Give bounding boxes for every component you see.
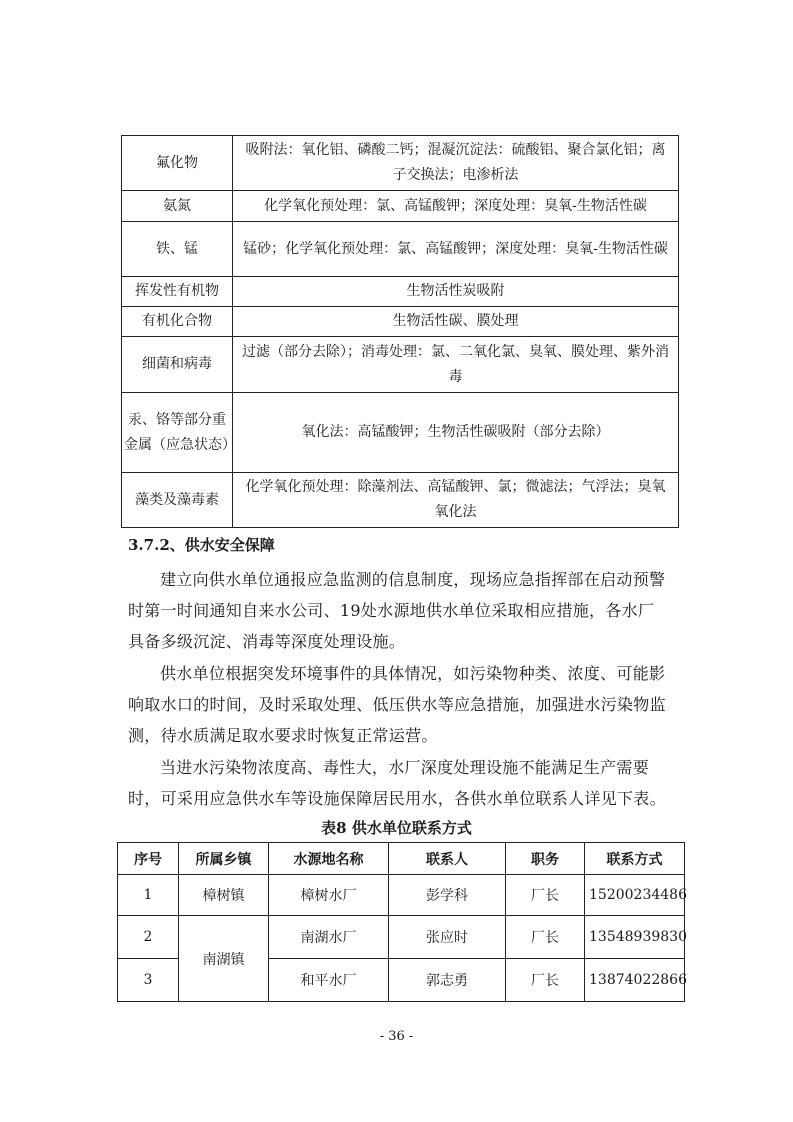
table-row	[118, 875, 685, 916]
paragraph: 供水单位根据突发环境事件的具体情况，如污染物种类、浓度、可能影响取水口的时间，及时采取处理、低压供水等应急措施，加强进水污染物监测，待水质满足取水要求时恢复正常运营。	[128, 664, 666, 745]
table-row	[122, 277, 679, 307]
method-cell: 锰砂；化学氧化预处理：氯、高锰酸钾；深度处理：臭氧-生物活性碳	[233, 222, 679, 277]
row-number: 1	[118, 875, 179, 916]
paragraph: 建立向供水单位通报应急监测的信息制度，现场应急指挥部在启动预警时第一时间通知自来水公司、19处水源地供水单位采取相应措施，各水厂具备多级沉淀、消毒等深度处理设施。	[128, 570, 666, 651]
method-cell: 生物活性碳、膜处理	[233, 307, 679, 337]
pollutant-cell: 藻类及藻毒素	[122, 473, 233, 528]
column-header: 序号	[118, 843, 179, 875]
column-header: 所属乡镇	[179, 843, 269, 875]
contact-cell: 张应时	[389, 916, 506, 959]
row-number: 2	[118, 916, 179, 959]
table-row	[122, 473, 679, 528]
source-cell: 和平水厂	[269, 959, 389, 1002]
treatment-method-table	[121, 135, 679, 528]
method-cell: 化学氧化预处理：除藻剂法、高锰酸钾、氯；微滤法；气浮法；臭氧氧化法	[233, 473, 679, 528]
contact-cell: 彭学科	[389, 875, 506, 916]
column-header: 水源地名称	[269, 843, 389, 875]
phone-cell: 13548939830	[585, 916, 685, 959]
table-row	[122, 337, 679, 393]
page-number: - 36 -	[379, 1029, 414, 1044]
method-cell: 生物活性炭吸附	[233, 277, 679, 307]
paragraph: 当进水污染物浓度高、毒性大，水厂深度处理设施不能满足生产需要时，可采用应急供水车等设施保障居民用水，各供水单位联系人详见下表。	[128, 758, 666, 808]
column-header: 联系人	[389, 843, 506, 875]
pollutant-cell: 铁、锰	[122, 222, 233, 277]
title-cell: 厂长	[506, 875, 585, 916]
row-number: 3	[118, 959, 179, 1002]
contact-table	[117, 842, 685, 1002]
table-row	[122, 307, 679, 337]
town-cell: 樟树镇	[179, 875, 269, 916]
table-row	[122, 136, 679, 191]
pollutant-cell: 氨氮	[122, 191, 233, 222]
phone-cell: 15200234486	[585, 875, 685, 916]
section-heading: 3.7.2、供水安全保障	[128, 536, 275, 554]
town-cell: 南湖镇	[179, 916, 269, 1002]
method-cell: 吸附法：氧化铝、磷酸二钙；混凝沉淀法：硫酸铝、聚合氯化铝；离子交换法；电渗析法	[233, 136, 679, 191]
title-cell: 厂长	[506, 959, 585, 1002]
table-row	[122, 393, 679, 473]
title-cell: 厂长	[506, 916, 585, 959]
phone-cell: 13874022866	[585, 959, 685, 1002]
column-header: 联系方式	[585, 843, 685, 875]
table-row	[122, 191, 679, 222]
pollutant-cell: 有机化合物	[122, 307, 233, 337]
table-header-row	[118, 843, 685, 875]
table-caption: 表8 供水单位联系方式	[321, 819, 472, 837]
pollutant-cell: 挥发性有机物	[122, 277, 233, 307]
contact-cell: 郭志勇	[389, 959, 506, 1002]
pollutant-cell: 汞、铬等部分重金属（应急状态）	[122, 393, 233, 473]
source-cell: 樟树水厂	[269, 875, 389, 916]
method-cell: 氧化法：高锰酸钾；生物活性碳吸附（部分去除）	[233, 393, 679, 473]
pollutant-cell: 氟化物	[122, 136, 233, 191]
column-header: 职务	[506, 843, 585, 875]
method-cell: 化学氧化预处理：氯、高锰酸钾；深度处理：臭氧-生物活性碳	[233, 191, 679, 222]
table-row	[118, 916, 685, 959]
table-row	[122, 222, 679, 277]
pollutant-cell: 细菌和病毒	[122, 337, 233, 393]
source-cell: 南湖水厂	[269, 916, 389, 959]
method-cell: 过滤（部分去除）；消毒处理：氯、二氧化氯、臭氧、膜处理、紫外消毒	[233, 337, 679, 393]
